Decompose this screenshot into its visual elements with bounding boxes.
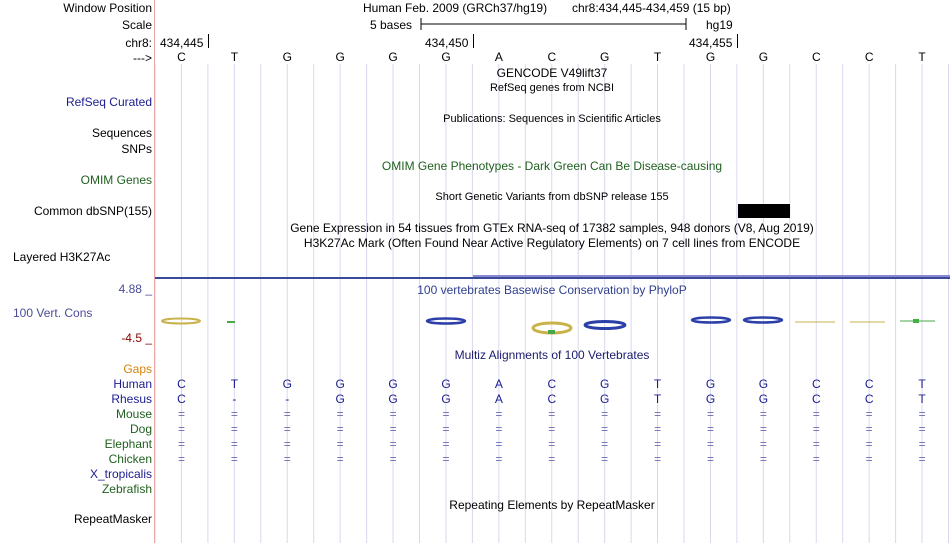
scale-label: Scale bbox=[121, 18, 152, 32]
refseq-track-desc: RefSeq genes from NCBI bbox=[489, 82, 615, 94]
alignment-base: G bbox=[335, 392, 345, 406]
alignment-base: = bbox=[812, 407, 820, 421]
alignment-base: = bbox=[177, 452, 185, 466]
alignment-base: C bbox=[177, 392, 186, 406]
alignment-base: = bbox=[654, 422, 662, 436]
alignment-base: = bbox=[495, 422, 503, 436]
species-label[interactable]: Human bbox=[113, 377, 152, 391]
alignment-base: = bbox=[759, 407, 767, 421]
alignment-base: = bbox=[177, 437, 185, 451]
phylop-track-desc: 100 vertebrates Basewise Conservation by PhyloP bbox=[417, 283, 687, 297]
gtex-track-desc: Gene Expression in 54 tissues from GTEx RNA-seq of 17382 samples, 948 donors (V8, Aug 2019) bbox=[290, 221, 814, 235]
phylop-min-label: -4.5 _ bbox=[121, 331, 152, 345]
omim-genes-label[interactable]: OMIM Genes bbox=[80, 173, 152, 187]
alignment-base: = bbox=[336, 422, 344, 436]
alignment-base: T bbox=[230, 377, 239, 391]
coordinate-tick-1: 434,445 bbox=[160, 36, 204, 50]
chromosome-label: chr8: bbox=[125, 36, 152, 50]
reference-base: C bbox=[177, 50, 186, 64]
alignment-base: = bbox=[759, 422, 767, 436]
multiz-track-desc: Multiz Alignments of 100 Vertebrates bbox=[454, 348, 650, 362]
alignment-base: = bbox=[336, 437, 344, 451]
refseq-curated-label[interactable]: RefSeq Curated bbox=[65, 95, 152, 109]
alignment-base: = bbox=[865, 422, 873, 436]
alignment-base: = bbox=[283, 422, 291, 436]
h3k27ac-signal-bar bbox=[155, 277, 950, 279]
alignment-base: = bbox=[389, 437, 397, 451]
coordinate-tick-mark-2 bbox=[473, 34, 474, 48]
alignment-base: = bbox=[336, 452, 344, 466]
reference-base: C bbox=[864, 50, 874, 64]
alignment-base: C bbox=[547, 377, 557, 391]
alignment-base: = bbox=[654, 437, 662, 451]
alignment-base: = bbox=[548, 407, 556, 421]
scale-bases-text: 5 bases bbox=[370, 18, 413, 32]
alignment-base: G bbox=[758, 392, 769, 406]
species-label[interactable]: X_tropicalis bbox=[89, 467, 152, 481]
alignment-base: G bbox=[335, 377, 345, 391]
alignment-base: = bbox=[442, 407, 450, 421]
alignment-base: G bbox=[282, 377, 292, 391]
alignment-base: G bbox=[600, 377, 610, 391]
gencode-track-title[interactable]: GENCODE V49lift37 bbox=[496, 66, 608, 80]
species-label[interactable]: Mouse bbox=[115, 407, 152, 421]
alignment-base: C bbox=[177, 377, 186, 391]
alignment-base: = bbox=[706, 422, 714, 436]
dbsnp-track-desc: Short Genetic Variants from dbSNP release 155 bbox=[435, 191, 669, 203]
alignment-base: C bbox=[811, 392, 821, 406]
reference-base: G bbox=[282, 50, 292, 64]
alignment-base: = bbox=[283, 407, 291, 421]
scale-bar bbox=[420, 16, 688, 32]
alignment-base: = bbox=[389, 422, 397, 436]
alignment-base: = bbox=[177, 407, 185, 421]
conservation-logo bbox=[155, 312, 950, 338]
alignment-base: G bbox=[388, 377, 398, 391]
species-label[interactable]: Rhesus bbox=[111, 392, 152, 406]
alignment-base: = bbox=[548, 437, 556, 451]
omim-track-desc: OMIM Gene Phenotypes - Dark Green Can Be Disease-causing bbox=[381, 159, 723, 173]
alignment-base: - bbox=[285, 392, 290, 406]
repeatmasker-track-desc: Repeating Elements by RepeatMasker bbox=[449, 498, 655, 512]
repeatmasker-label[interactable]: RepeatMasker bbox=[73, 512, 152, 526]
sequences-label[interactable]: Sequences bbox=[91, 126, 152, 140]
browser-track-area[interactable] bbox=[155, 0, 950, 543]
alignment-base: = bbox=[706, 407, 714, 421]
alignment-base: = bbox=[601, 437, 609, 451]
alignment-base: = bbox=[230, 422, 238, 436]
alignment-base: = bbox=[442, 437, 450, 451]
alignment-base: = bbox=[389, 452, 397, 466]
strand-label: ---> bbox=[133, 51, 152, 65]
alignment-base: = bbox=[336, 407, 344, 421]
alignment-base: = bbox=[706, 452, 714, 466]
alignment-base: = bbox=[918, 422, 926, 436]
alignment-base: A bbox=[494, 377, 503, 391]
alignment-base: T bbox=[653, 377, 662, 391]
alignment-base: = bbox=[230, 407, 238, 421]
reference-base: C bbox=[811, 50, 821, 64]
alignment-base: G bbox=[600, 392, 610, 406]
alignment-base: = bbox=[865, 452, 873, 466]
alignment-base: C bbox=[547, 392, 557, 406]
h3k27ac-signal-peak bbox=[473, 275, 950, 277]
alignment-base: = bbox=[865, 407, 873, 421]
alignment-base: C bbox=[811, 377, 821, 391]
coordinate-tick-2: 434,450 bbox=[425, 36, 469, 50]
reference-base: T bbox=[653, 50, 662, 64]
alignment-base: - bbox=[232, 392, 237, 406]
alignment-base: = bbox=[495, 452, 503, 466]
snps-label[interactable]: SNPs bbox=[121, 142, 152, 156]
reference-base: G bbox=[335, 50, 345, 64]
alignment-base: T bbox=[653, 392, 662, 406]
alignment-base: C bbox=[864, 392, 874, 406]
alignment-base: C bbox=[864, 377, 874, 391]
species-label[interactable]: Dog bbox=[129, 422, 152, 436]
reference-base: T bbox=[230, 50, 239, 64]
dbsnp-variant-block[interactable] bbox=[738, 204, 790, 218]
reference-base: G bbox=[388, 50, 398, 64]
reference-base: G bbox=[758, 50, 769, 64]
coordinate-tick-mark-3 bbox=[737, 34, 738, 48]
h3k27ac-track-desc: H3K27Ac Mark (Often Found Near Active Regulatory Elements) on 7 cell lines from ENCODE bbox=[303, 236, 801, 250]
gaps-label[interactable]: Gaps bbox=[123, 362, 152, 376]
alignment-base: G bbox=[705, 377, 716, 391]
phylop-max-label: 4.88 _ bbox=[118, 282, 152, 296]
alignment-base: = bbox=[495, 437, 503, 451]
alignment-base: = bbox=[706, 437, 714, 451]
alignment-base: = bbox=[283, 437, 291, 451]
alignment-base: = bbox=[601, 422, 609, 436]
track-label-column bbox=[0, 0, 155, 543]
alignment-base: = bbox=[812, 422, 820, 436]
scale-db-text: hg19 bbox=[706, 18, 733, 32]
layered-h3k27ac-label[interactable]: Layered H3K27Ac bbox=[13, 250, 111, 264]
publications-track-desc: Publications: Sequences in Scientific Articles bbox=[443, 113, 661, 125]
reference-base: T bbox=[918, 50, 926, 64]
alignment-base: = bbox=[283, 452, 291, 466]
alignment-base: G bbox=[441, 392, 451, 406]
alignment-base: = bbox=[654, 452, 662, 466]
alignment-base: = bbox=[759, 437, 767, 451]
alignment-base: = bbox=[230, 437, 238, 451]
species-label[interactable]: Chicken bbox=[108, 452, 152, 466]
alignment-base: = bbox=[601, 452, 609, 466]
alignment-base: A bbox=[494, 392, 503, 406]
alignment-base: G bbox=[705, 392, 716, 406]
alignment-base: G bbox=[758, 377, 769, 391]
reference-base: C bbox=[547, 50, 557, 64]
alignment-base: = bbox=[177, 422, 185, 436]
vert-cons-label[interactable]: 100 Vert. Cons bbox=[13, 306, 93, 320]
alignment-base: = bbox=[865, 437, 873, 451]
common-dbsnp-label[interactable]: Common dbSNP(155) bbox=[33, 204, 152, 218]
alignment-base: = bbox=[654, 407, 662, 421]
species-label[interactable]: Elephant bbox=[104, 437, 152, 451]
alignment-base: = bbox=[918, 437, 926, 451]
alignment-base: = bbox=[812, 437, 820, 451]
alignment-base: = bbox=[812, 452, 820, 466]
alignment-base: = bbox=[442, 452, 450, 466]
window-position-label: Window Position bbox=[63, 1, 152, 15]
reference-base: A bbox=[494, 50, 503, 64]
alignment-base: T bbox=[918, 377, 926, 391]
reference-base: G bbox=[705, 50, 716, 64]
reference-base: G bbox=[441, 50, 451, 64]
alignment-base: = bbox=[918, 407, 926, 421]
alignment-base: = bbox=[918, 452, 926, 466]
window-coordinates[interactable]: chr8:434,445-434,459 (15 bp) bbox=[572, 1, 731, 15]
coordinate-tick-mark-1 bbox=[208, 34, 209, 48]
alignment-base: G bbox=[388, 392, 398, 406]
coordinate-tick-3: 434,455 bbox=[689, 36, 733, 50]
species-label[interactable]: Zebrafish bbox=[101, 482, 152, 496]
alignment-base: = bbox=[759, 452, 767, 466]
alignment-base: = bbox=[548, 452, 556, 466]
alignment-base: T bbox=[918, 392, 926, 406]
alignment-base: = bbox=[495, 407, 503, 421]
alignment-base: = bbox=[442, 422, 450, 436]
assembly-title: Human Feb. 2009 (GRCh37/hg19) bbox=[363, 1, 548, 15]
alignment-base: G bbox=[441, 377, 451, 391]
reference-base: G bbox=[600, 50, 610, 64]
alignment-base: = bbox=[601, 407, 609, 421]
alignment-base: = bbox=[389, 407, 397, 421]
alignment-base: = bbox=[230, 452, 238, 466]
alignment-base: = bbox=[548, 422, 556, 436]
